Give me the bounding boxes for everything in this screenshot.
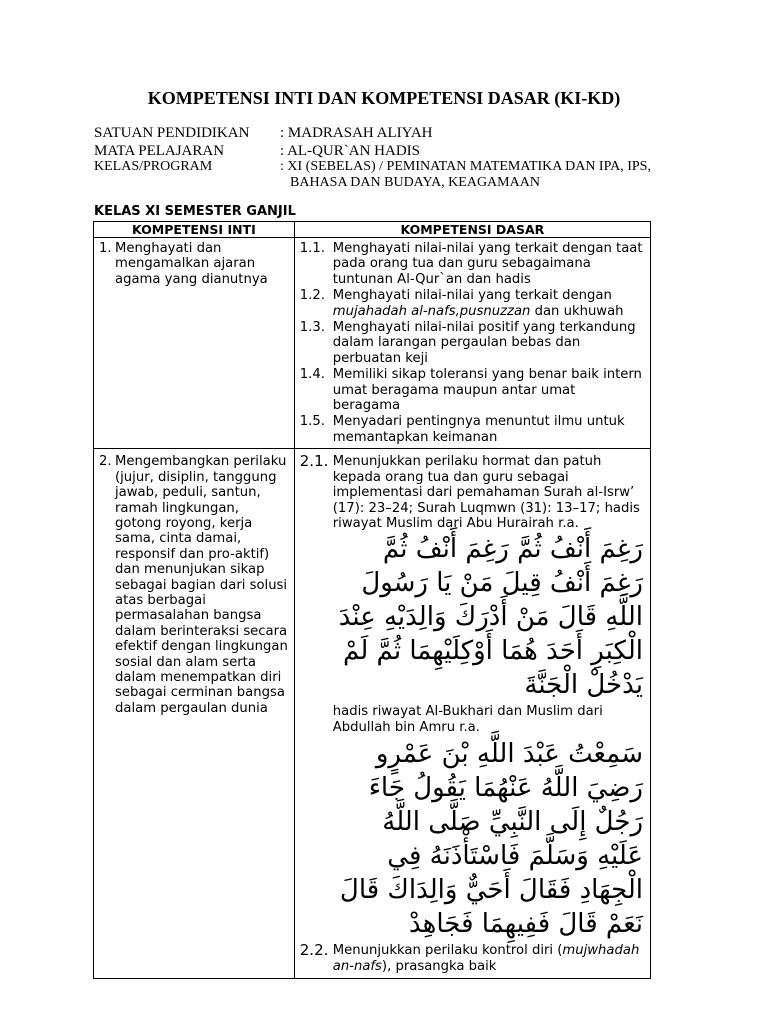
meta-value: : MADRASAH ALIYAH — [280, 125, 433, 141]
meta-label: SATUAN PENDIDIKAN — [94, 125, 250, 141]
kd-item — [300, 367, 645, 413]
kd-text: Memiliki sikap toleransi yang benar baik intern umat beragama maupun antar umat beragama — [332, 367, 642, 414]
ki-number: 1. — [99, 241, 112, 256]
kd-item — [300, 288, 645, 319]
table-row — [94, 449, 651, 979]
page-title: KOMPETENSI INTI DAN KOMPETENSI DASAR (KI-KD) — [147, 88, 621, 108]
kd-number: 2.1. — [299, 452, 329, 471]
meta-value: : XI (SEBELAS) / PEMINATAN MATEMATIKA DAN IPA, IPS, — [280, 159, 651, 174]
ki-kd-table — [93, 221, 651, 979]
header-ki: KOMPETENSI INTI — [94, 222, 295, 238]
kd-text: Menunjukkan perilaku kontrol diri (mujwhadah an-nafs), prasangka baik — [332, 943, 640, 974]
header-kd: KOMPETENSI DASAR — [294, 222, 650, 238]
kd-item — [300, 414, 645, 445]
kd-number: 2.2. — [299, 941, 329, 960]
ki-text: Mengembangkan perilaku (jujur, disiplin, tanggung jawab, peduli, santun, ramah lingkungan, gotong royong, kerja sama, cinta damai, responsif dan pro-aktif) dan menunjukan sikap sebagai bagian dari solusi atas berbagai permasalahan bangsa dalam berinteraksi secara efektif dengan lingkungan sosial dan alam serta dalam menempatkan diri sebagai cerminan bangsa dalam pergaulan dunia — [115, 454, 288, 716]
kd-number: 1.1. — [299, 241, 325, 256]
kd-item — [300, 943, 645, 974]
kd-item — [300, 320, 645, 366]
kd-cell-2 — [294, 449, 650, 979]
table-row — [94, 238, 651, 449]
kd-number: 1.3. — [299, 320, 325, 336]
meta-label: KELAS/PROGRAM — [94, 159, 213, 174]
meta-value-cont: BAHASA DAN BUDAYA, KEAGAMAAN — [290, 175, 540, 190]
kd-number: 1.4. — [299, 367, 325, 383]
section-heading: KELAS XI SEMESTER GANJIL — [94, 204, 296, 219]
meta-label: MATA PELAJARAN — [94, 143, 225, 159]
meta-value: : AL-QUR`AN HADIS — [280, 143, 420, 159]
table-header-row — [94, 222, 651, 238]
kd-text: Menunjukkan perilaku hormat dan patuh kepada orang tua dan guru sebagai implementasi dari pemahaman Surah al-Isrw’ (17): 23–24; Surah Luqmwn (31): 13–17; hadis riwayat Muslim dari Abu Hurairah r.a. — [332, 454, 640, 531]
arabic-hadith-1: رَغِمَ أَنْفُ ثُمَّ رَغِمَ أَنْفُ ثُمَّ رَغِمَ أَنْفُ قِيلَ مَنْ يَا رَسُولَ اللَّهِ قَالَ مَنْ أَدْرَكَ وَالِدَيْهِ عِنْدَ الْكِبَرِ أَحَدَ هُمَا أَوْكِلَيْهِمَا ثُمَّ لَمْ يَدْخُلْ الْجَنَّةَ — [338, 534, 643, 701]
kd-text: Menghayati nilai-nilai positif yang terkandung dalam larangan pergaulan bebas dan perbuatan keji — [332, 320, 636, 366]
kd-item — [300, 241, 645, 287]
kd-text: Menghayati nilai-nilai yang terkait dengan mujahadah al-nafs,pusnuzzan dan ukhuwah — [332, 288, 624, 319]
arabic-hadith-2: سَمِعْتُ عَبْدَ اللَّهِ بْنَ عَمْرٍو رَضِيَ اللَّهُ عَنْهُمَا يَقُولُ جَاءَ رَجُلٌ إِلَى النَّبِيِّ صَلَّى اللَّهُ عَلَيْهِ وَسَلَّمَ فَاسْتَأْذَنَهُ فِي الْجِهَادِ فَقَالَ أَحَيٌّ وَالِدَاكَ قَالَ نَعَمْ قَالَ فَفِيهِمَا فَجَاهِدْ — [339, 739, 643, 940]
kd-text: Menyadari pentingnya menuntut ilmu untuk memantapkan keimanan — [332, 414, 625, 445]
kd-cell-1 — [294, 238, 650, 449]
ki-cell-2 — [94, 449, 295, 979]
ki-number: 2. — [99, 454, 112, 470]
kd-text: Menghayati nilai-nilai yang terkait dengan taat pada orang tua dan guru sebagaimana tuntunan Al-Qur`an dan hadis — [332, 241, 643, 287]
kd-number: 1.2. — [299, 288, 325, 304]
ki-cell-1 — [94, 238, 295, 449]
kd-item — [300, 454, 645, 531]
hadith-source-note: hadis riwayat Al-Bukhari dan Muslim dari Abdullah bin Amru r.a. — [332, 704, 603, 735]
ki-text: Menghayati dan mengamalkan ajaran agama yang dianutnya — [115, 241, 268, 287]
kd-number: 1.5. — [299, 414, 325, 430]
